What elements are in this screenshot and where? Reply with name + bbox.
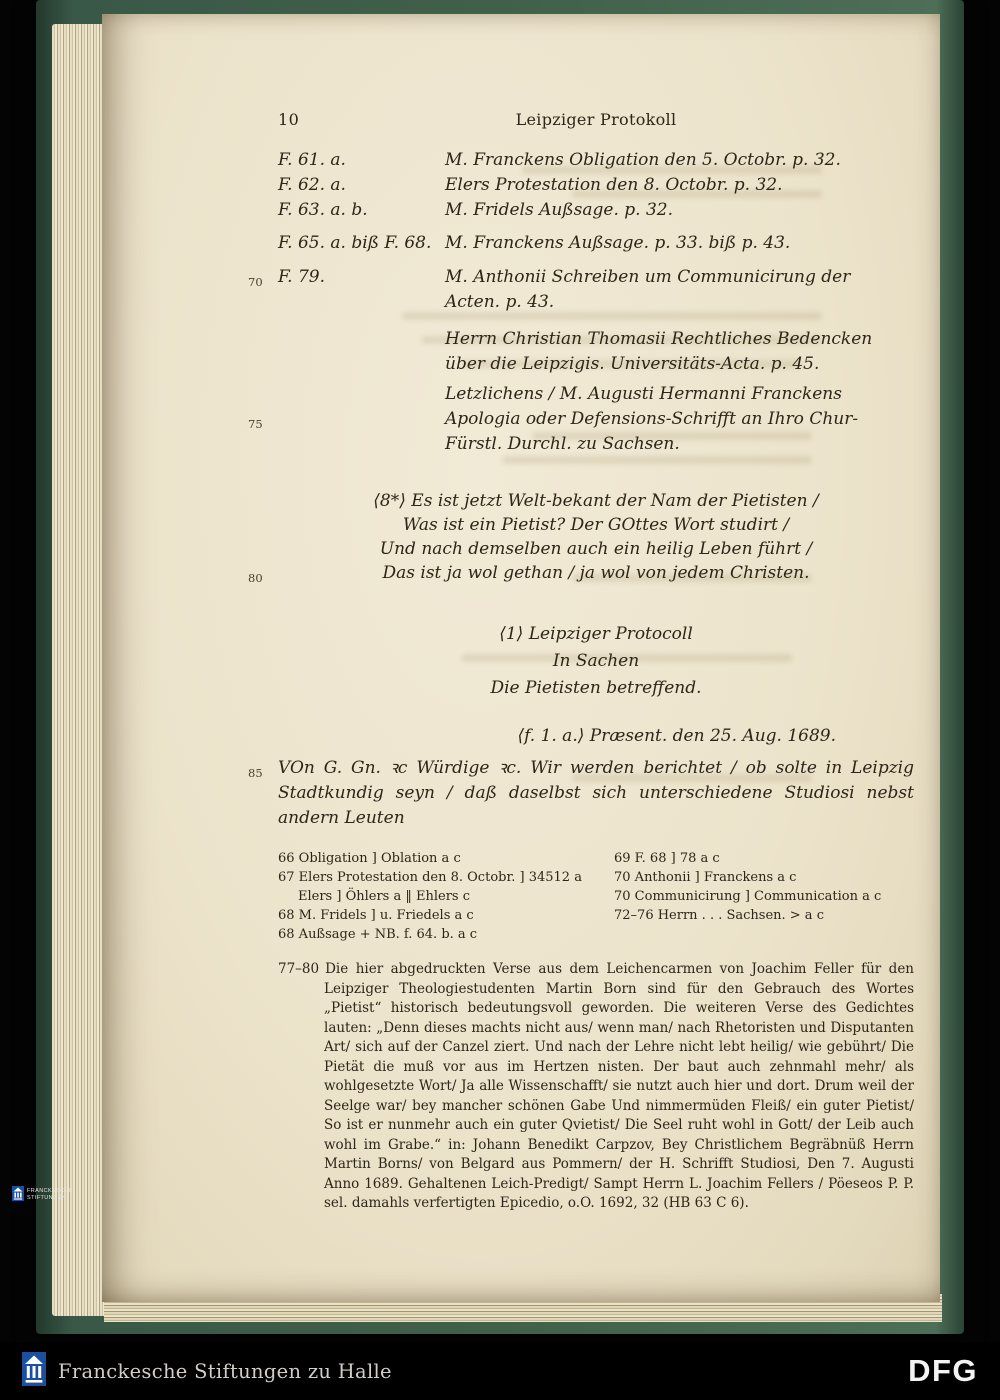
franckesche-spine-logo — [12, 1186, 73, 1204]
margin-line-number-70: 70 — [248, 275, 263, 289]
apparatus-entry: 69 F. 68 ] 78 a c — [614, 851, 720, 866]
protocol-title: ⟨1⟩ Leipziger Protocoll — [499, 624, 693, 644]
scanned-page — [102, 14, 940, 1302]
paragraph-letzlichens: Letzlichens / M. Augusti Hermanni Franckens Apologia oder Defensions-Schrifft an Ihro Chur-Fürstl. Durchl. zu Sachsen. — [445, 384, 859, 454]
register-list — [278, 148, 914, 315]
register-entry — [278, 198, 914, 223]
register-entry-label: F. 61. a. — [278, 150, 346, 170]
apparatus-entry-continuation: Elers ] Öhlers a ‖ Ehlers c — [298, 889, 470, 904]
apparatus-right-column — [614, 849, 914, 944]
apparatus-entry: 66 Obligation ] Oblation a c — [278, 851, 461, 866]
register-entry-text: M. Franckens Außsage. p. 33. biß p. 43. — [445, 233, 791, 253]
register-entry-label: F. 65. a. biß F. 68. — [278, 233, 432, 253]
register-entry-label: F. 63. a. b. — [278, 200, 368, 220]
spine-logo-line1: FRANCKESCHE — [27, 1188, 73, 1194]
apparatus-entry: 68 M. Fridels ] u. Friedels a c — [278, 908, 474, 923]
critical-apparatus — [278, 849, 914, 944]
register-entry-label: F. 79. — [278, 267, 325, 287]
apparatus-entry: 72–76 Herrn . . . Sachsen. > a c — [614, 908, 824, 923]
register-entry — [278, 265, 914, 315]
commentary-note — [278, 960, 914, 1214]
running-header: Leipziger Protokoll — [515, 110, 677, 129]
apparatus-entry: 68 Außsage + NB. f. 64. b. a c — [278, 927, 478, 942]
apparatus-entry: 70 Communicirung ] Communication a c — [614, 889, 882, 904]
dfg-logo[interactable]: DFG — [908, 1353, 978, 1388]
register-entry-label: F. 62. a. — [278, 175, 346, 195]
margin-line-number-85: 85 — [248, 766, 263, 780]
page-header — [278, 110, 914, 134]
institution-name[interactable]: Franckesche Stiftungen zu Halle — [58, 1359, 392, 1383]
page-stack-left-edge — [52, 24, 106, 1316]
praesent-line: ⟨f. 1. a.⟩ Præsent. den 25. Aug. 1689. — [517, 726, 836, 746]
spine-logo-text — [27, 1188, 73, 1202]
viewer-footer-bar — [0, 1342, 1000, 1400]
poem-line: Was ist ein Pietist? Der GOttes Wort studirt / — [402, 515, 790, 535]
register-entry-text: Elers Protestation den 8. Octobr. p. 32. — [445, 175, 783, 195]
feller-poem — [278, 489, 914, 585]
commentary-label: 77–80 — [278, 961, 320, 977]
register-entry-text: M. Franckens Obligation den 5. Octobr. p. 32. — [445, 150, 841, 170]
page-text-area — [278, 110, 914, 1214]
protocol-subject: Die Pietisten betreffend. — [490, 678, 702, 698]
register-entry — [278, 231, 914, 256]
register-entry — [278, 173, 914, 198]
margin-line-number-80: 80 — [248, 571, 263, 585]
poem-line: Und nach demselben auch ein heilig Leben führt / — [379, 539, 813, 559]
poem-line: ⟨8*⟩ Es ist jetzt Welt-bekant der Nam der Pietisten / — [373, 491, 819, 511]
register-entry — [278, 148, 914, 173]
franckesche-emblem-icon — [12, 1186, 24, 1204]
apparatus-entry: 67 Elers Protestation den 8. Octobr. ] 34512 a — [278, 870, 582, 885]
page-number: 10 — [278, 110, 300, 129]
apparatus-entry: 70 Anthonii ] Franckens a c — [614, 870, 797, 885]
apparatus-left-column — [278, 849, 600, 944]
poem-line: Das ist ja wol gethan / ja wol von jedem Christen. — [382, 563, 810, 583]
margin-line-number-75: 75 — [248, 417, 263, 431]
spine-logo-line2: STIFTUNGEN — [27, 1195, 67, 1201]
register-entry-text: M. Fridels Außsage. p. 32. — [445, 200, 673, 220]
protocol-title-block — [278, 621, 914, 702]
franckesche-logo-icon[interactable] — [22, 1352, 46, 1390]
commentary-text: Die hier abgedruckten Verse aus dem Leichencarmen von Joachim Feller für den Leipziger Theologiestudenten Martin Born sind für den Gebrauch des Wortes „Pietist“ historisch bedeutungsvoll geworden. Die weiteren Verse des Gedichtes lauten: „Denn dieses machts nicht aus/ wenn man/ nach Rhetoristen und Disputanten Art/ sich auf der Canzel ziert. Und nach der Lehre nicht lebt heilig/ wie gebührt/ Die Pietät die muß vor aus im Hertzen nisten. Der baut auch zehnmahl mehr/ als wohlgesetzte Wort/ Ja alle Wissenschafft/ sie nutzt auch hier und dort. Drum weil der Seelge war/ bey mancher schönen Gabe Und nimmermüden Fleiß/ ein guter Pietist/ So ist er nunmehr auch ein guter Qvietist/ Die Seel ruht wohl in Gott/ der Leib auch wohl im Grabe.“ in: Johann Benedikt Carpzov, Bey Christlichem Begräbnüß Herrn Martin Borns/ von Belgard aus Pommern/ der H. Schrifft Studiosi, Den 7. Augusti Anno 1689. Gehaltenen Leich-Predigt/ Sampt Herrn L. Joachim Fellers / Pöeseos P. P. sel. damahls verfertigten Epicedio, o.O. 1692, 32 (HB 63 C 6). — [324, 961, 914, 1211]
protocol-subtitle: In Sachen — [552, 651, 640, 671]
register-entry-text: M. Anthonii Schreiben um Communicirung der Acten. p. 43. — [445, 267, 851, 312]
paragraph-thomasii: Herrn Christian Thomasii Rechtliches Bedencken über die Leipzigis. Universitäts-Acta. p. 45. — [445, 329, 873, 374]
body-opening-paragraph: VOn G. Gn. ꝛc Würdige ꝛc. Wir werden berichtet / ob solte in Leipzig Stadtkundig seyn / daß daselbst sich unterschiedene Studiosi nebst andern Leuten — [278, 758, 914, 828]
